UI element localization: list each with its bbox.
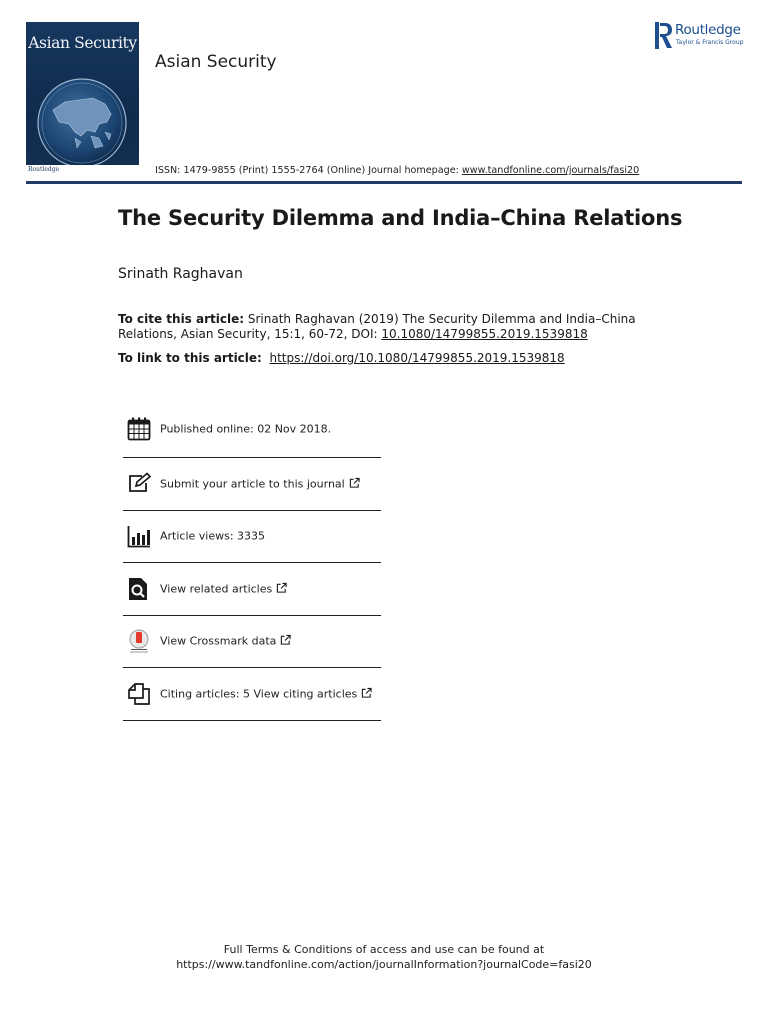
routledge-r-icon [655, 22, 673, 49]
crossmark-text[interactable] [160, 635, 291, 648]
cover-publisher-strip [26, 165, 139, 178]
external-link-icon [349, 477, 360, 488]
citing-icon [127, 682, 151, 706]
journal-homepage-link[interactable]: www.tandfonline.com/journals/fasi20 [461, 165, 640, 176]
article-views-row [123, 511, 381, 564]
publisher-name: Routledge [675, 22, 741, 38]
related-articles-label: View related articles [160, 582, 273, 596]
crossmark-row[interactable] [123, 616, 381, 669]
article-link-block [118, 351, 565, 365]
article-link-label: To link to this article: [118, 351, 262, 365]
citation-label: To cite this article: [118, 312, 245, 326]
edit-icon [127, 472, 151, 496]
submit-article-label: Submit your article to this journal [160, 477, 345, 491]
article-info-list [123, 400, 381, 721]
issn-line [155, 165, 639, 176]
cover-publisher-mark: Routledge [28, 166, 60, 173]
terms-footer [0, 942, 768, 972]
terms-footer-link[interactable]: https://www.tandfonline.com/action/journalInformation?journalCode=fasi20 [176, 958, 592, 971]
cover-title: Asian Security [28, 34, 137, 52]
crossmark-icon [127, 629, 151, 653]
journal-cover-image [26, 22, 139, 178]
publisher-logo[interactable] [655, 22, 747, 50]
globe-map-icon [35, 76, 129, 170]
related-articles-text[interactable] [160, 582, 287, 595]
citing-articles-label: Citing articles: 5 View citing articles [160, 687, 358, 701]
related-articles-row[interactable] [123, 563, 381, 616]
published-online-row [123, 400, 381, 458]
published-online-text: Published online: 02 Nov 2018. [160, 422, 332, 435]
issn-text: ISSN: 1479-9855 (Print) 1555-2764 (Online) Journal homepage: [155, 165, 462, 176]
journal-name: Asian Security [155, 52, 277, 72]
article-doi-link[interactable]: https://doi.org/10.1080/14799855.2019.1539818 [269, 351, 565, 365]
citation-block [118, 312, 678, 342]
citation-text: Srinath Raghavan (2019) The Security Dilemma and India–China Relations, Asian Security, 15:1, 60-72, DOI: [118, 312, 636, 341]
crossmark-label: View Crossmark data [160, 634, 277, 648]
submit-article-row[interactable] [123, 458, 381, 511]
citation-doi-link[interactable]: 10.1080/14799855.2019.1539818 [381, 327, 588, 341]
submit-article-text[interactable] [160, 477, 360, 490]
article-author: Srinath Raghavan [118, 266, 243, 282]
citing-articles-text[interactable] [160, 687, 372, 700]
article-views-text: Article views: 3335 [160, 529, 266, 543]
external-link-icon [276, 582, 287, 593]
header-divider [26, 181, 742, 184]
external-link-icon [280, 635, 291, 646]
external-link-icon [361, 687, 372, 698]
calendar-icon [127, 417, 151, 441]
publisher-group: Taylor & Francis Group [676, 39, 744, 46]
terms-footer-line1: Full Terms & Conditions of access and use can be found at [223, 943, 545, 956]
citing-articles-row[interactable] [123, 668, 381, 721]
search-document-icon [127, 577, 151, 601]
article-title: The Security Dilemma and India–China Relations [118, 206, 683, 230]
bar-chart-icon [127, 524, 151, 548]
